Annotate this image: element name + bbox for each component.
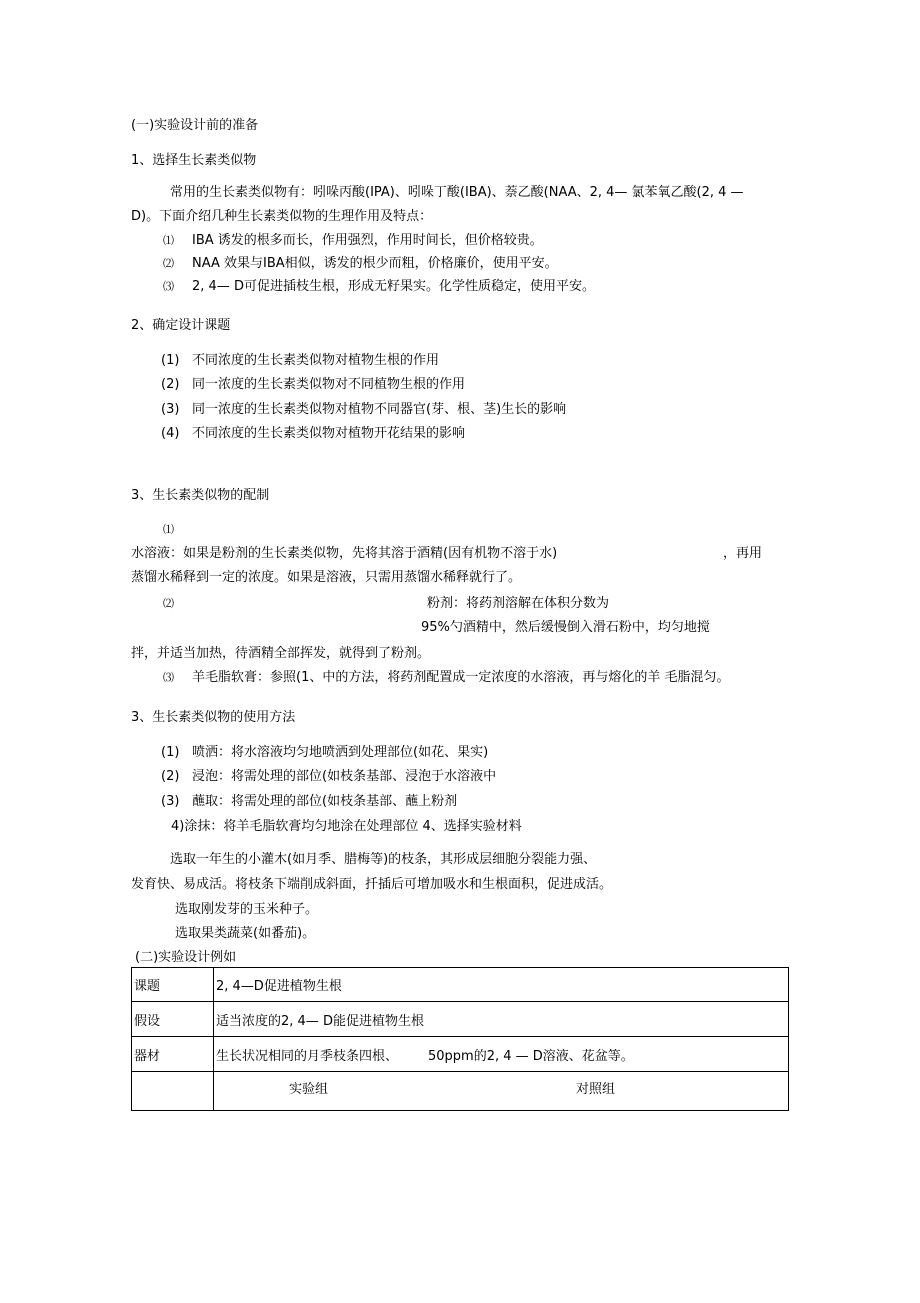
table-cell-key: 器材 [132, 1037, 214, 1072]
design-table [131, 967, 789, 1111]
list-item-number: (2) [161, 769, 180, 784]
table-cell-key: 假设 [132, 1002, 214, 1037]
list-item-number: ⑶ [163, 280, 174, 293]
list-item-number: (1) [161, 353, 180, 368]
list-item-number: ⑶ [163, 671, 174, 684]
subsection-title-select-analogs: 1、选择生长素类似物 [131, 153, 257, 168]
table-row [132, 1037, 789, 1072]
paragraph-line: ，再用 [723, 546, 763, 561]
list-item-text: 不同浓度的生长素类似物对植物开花结果的影响 [192, 426, 466, 441]
table-cell-value [214, 1037, 789, 1072]
section-heading-design-example: (二)实验设计例如 [135, 950, 237, 965]
list-item-text: 2, 4— D可促进插枝生根，形成无籽果实。化学性质稳定，使用平安。 [192, 279, 595, 294]
list-item-text: 同一浓度的生长素类似物对不同植物生根的作用 [192, 377, 466, 392]
list-item-text: 羊毛脂软膏：参照(1、中的方法，将药剂配置成一定浓度的水溶液，再与熔化的羊 毛脂混匀。 [192, 670, 730, 685]
paragraph-line: 选取果类蔬菜(如番茄)。 [175, 926, 316, 941]
paragraph-line: 蒸馏水稀释到一定的浓度。如果是溶液，只需用蒸馏水稀释就行了。 [131, 570, 522, 585]
list-item-text: IBA 诱发的根多而长，作用强烈，作用时间长，但价格较贵。 [192, 233, 543, 248]
paragraph-line: 水溶液：如果是粉剂的生长素类似物，先将其溶于酒精(因有机物不溶于水) [131, 546, 558, 561]
subsection-title-preparation: 3、生长素类似物的配制 [131, 488, 270, 503]
intro-paragraph-line: 常用的生长素类似物有：吲哚丙酸(IPA)、吲哚丁酸(IBA)、萘乙酸(NAA、2, 4— 氯苯氧乙酸(2, 4 — [170, 185, 744, 200]
table-cell-groups [214, 1072, 789, 1111]
intro-paragraph-line: D)。下面介绍几种生长素类似物的生理作用及特点： [131, 209, 433, 224]
list-item-number: (2) [161, 377, 180, 392]
paragraph-line: 选取一年生的小灌木(如月季、腊梅等)的枝条，其形成层细胞分裂能力强、 [170, 852, 597, 867]
list-item-text: 浸泡：将需处理的部位(如枝条基部、浸泡于水溶液中 [192, 769, 497, 784]
list-item-text: NAA 效果与IBA相似，诱发的根少而粗，价格廉价，使用平安。 [192, 256, 558, 271]
paragraph-line: 发育快、易成活。将枝条下端削成斜面，扦插后可增加吸水和生根面积，促进成活。 [131, 877, 613, 892]
control-group-label: 对照组 [576, 1082, 616, 1097]
subsection-title-usage: 3、生长素类似物的使用方法 [131, 710, 296, 725]
list-item-number: (3) [161, 402, 180, 417]
list-item-text: 不同浓度的生长素类似物对植物生根的作用 [192, 353, 440, 368]
list-item-text: 喷洒：将水溶液均匀地喷洒到处理部位(如花、果实) [192, 745, 489, 760]
experiment-group-label: 实验组 [289, 1082, 329, 1097]
list-item-number: ⑵ [163, 597, 174, 610]
materials-part-a: 生长状况相同的月季枝条四根、 [216, 1048, 399, 1064]
subsection-title-design-topics: 2、确定设计课题 [131, 318, 231, 333]
list-item-number: ⑴ [163, 523, 174, 536]
list-item-number: ⑴ [163, 234, 174, 247]
table-row [132, 968, 789, 1002]
list-item-number: (1) [161, 745, 180, 760]
table-cell-empty [132, 1072, 214, 1111]
materials-part-b: 50ppm的2, 4 — D溶液、花盆等。 [428, 1048, 634, 1064]
table-cell-key: 课题 [132, 968, 214, 1002]
table-cell-value: 适当浓度的2, 4— D能促进植物生根 [214, 1002, 789, 1037]
paragraph-line: 95%勺酒精中，然后缓慢倒入滑石粉中，均匀地搅 [421, 620, 710, 635]
list-item-text: 蘸取：将需处理的部位(如枝条基部、蘸上粉剂 [192, 794, 458, 809]
table-cell-value: 2, 4—D促进植物生根 [214, 968, 789, 1002]
list-item-text: 同一浓度的生长素类似物对植物不同器官(芽、根、茎)生长的影响 [192, 402, 567, 417]
list-item-number: (3) [161, 794, 180, 809]
list-item-text: 4)涂抹：将羊毛脂软膏均匀地涂在处理部位 4、选择实验材料 [171, 819, 522, 834]
list-item-number: ⑵ [163, 257, 174, 270]
paragraph-line: 粉剂：将药剂溶解在体积分数为 [427, 596, 610, 611]
section-heading-preparation: (一)实验设计前的准备 [131, 118, 259, 133]
table-row [132, 1072, 789, 1111]
paragraph-line: 拌，并适当加热，待酒精全部挥发，就得到了粉剂。 [131, 646, 431, 661]
table-row [132, 1002, 789, 1037]
paragraph-line: 选取刚发芽的玉米种子。 [175, 902, 319, 917]
list-item-number: (4) [161, 426, 180, 441]
